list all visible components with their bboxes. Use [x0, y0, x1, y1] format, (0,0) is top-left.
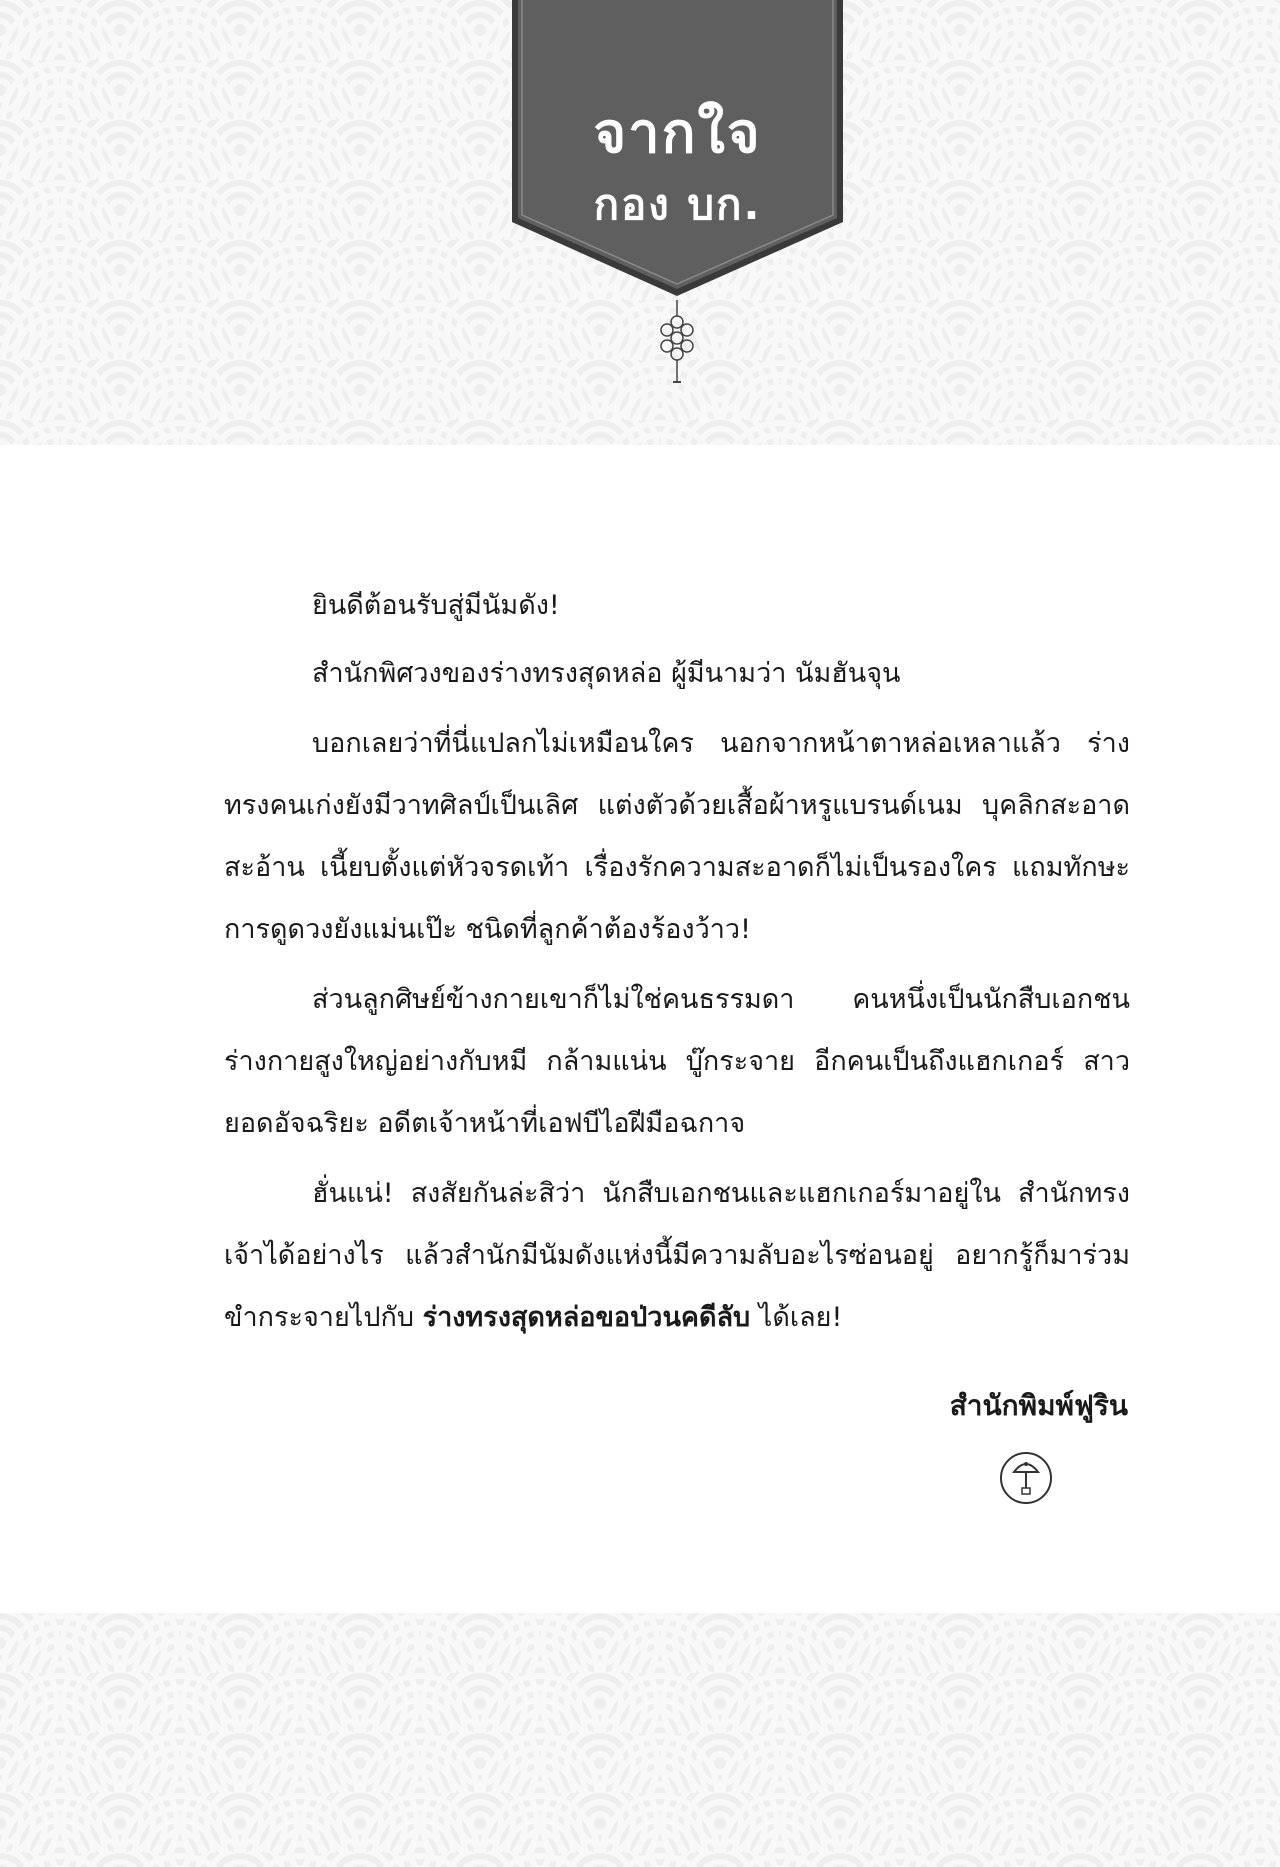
- publisher-signature: สำนักพิมพ์ฟูริน: [949, 1389, 1128, 1422]
- banner-title-line1: จากใจ: [593, 101, 762, 166]
- foreword-text: [224, 575, 1130, 1357]
- wave-pattern-bottom: [0, 1613, 1280, 1867]
- title-banner: [510, 0, 845, 300]
- banner-title-line2: กอง บก.: [593, 180, 762, 229]
- paragraph-3: [224, 1163, 1130, 1349]
- intro-paragraph: สำนักพิศวงของร่างทรงสุดหล่อ ผู้มีนามว่า นัมฮันจุน: [312, 658, 901, 689]
- paragraph-3-ending: ได้เลย!: [750, 1302, 843, 1333]
- paragraph-2: ส่วนลูกศิษย์ข้างกายเขาก็ไม่ใช่คนธรรมดา คนหนึ่งเป็นนักสืบเอกชน ร่างกายสูงใหญ่อย่างกับหมี กล้ามแน่น บู๊กระจาย อีกคนเป็นถึงแฮกเกอร์ สาวยอดอัจฉริยะ อดีตเจ้าหน้าที่เอฟบีไอฝีมือฉกาจ: [224, 984, 1130, 1139]
- paragraph-3-text: ฮั่นแน่! สงสัยกันล่ะสิว่า นักสืบเอกชนและแฮกเกอร์มาอยู่ใน สำนักทรงเจ้าได้อย่างไร แล้วสำนักมีนัมดังแห่งนี้มีความลับอะไรซ่อนอยู่ อยากรู้ก็มาร่วมขำกระจายไปกับ: [224, 1178, 1130, 1333]
- chinese-knot-icon: [652, 300, 702, 390]
- paragraph-1: บอกเลยว่าที่นี่แปลกไม่เหมือนใคร นอกจากหน้าตาหล่อเหลาแล้ว ร่างทรงคนเก่งยังมีวาทศิลป์เป็นเลิศ แต่งตัวด้วยเสื้อผ้าหรูแบรนด์เนม บุคลิกสะอาดสะอ้าน เนี้ยบตั้งแต่หัวจรดเท้า เรื่องรักความสะอาดก็ไม่เป็นรองใคร แถมทักษะการดูดวงยังแม่นเป๊ะ ชนิดที่ลูกค้าต้องร้องว้าว!: [224, 728, 1130, 945]
- fuurin-logo-icon: [998, 1450, 1054, 1506]
- book-title: ร่างทรงสุดหล่อขอป่วนคดีลับ: [422, 1302, 751, 1333]
- greeting-paragraph: ยินดีต้อนรับสู่มีนัมดัง!: [312, 590, 560, 621]
